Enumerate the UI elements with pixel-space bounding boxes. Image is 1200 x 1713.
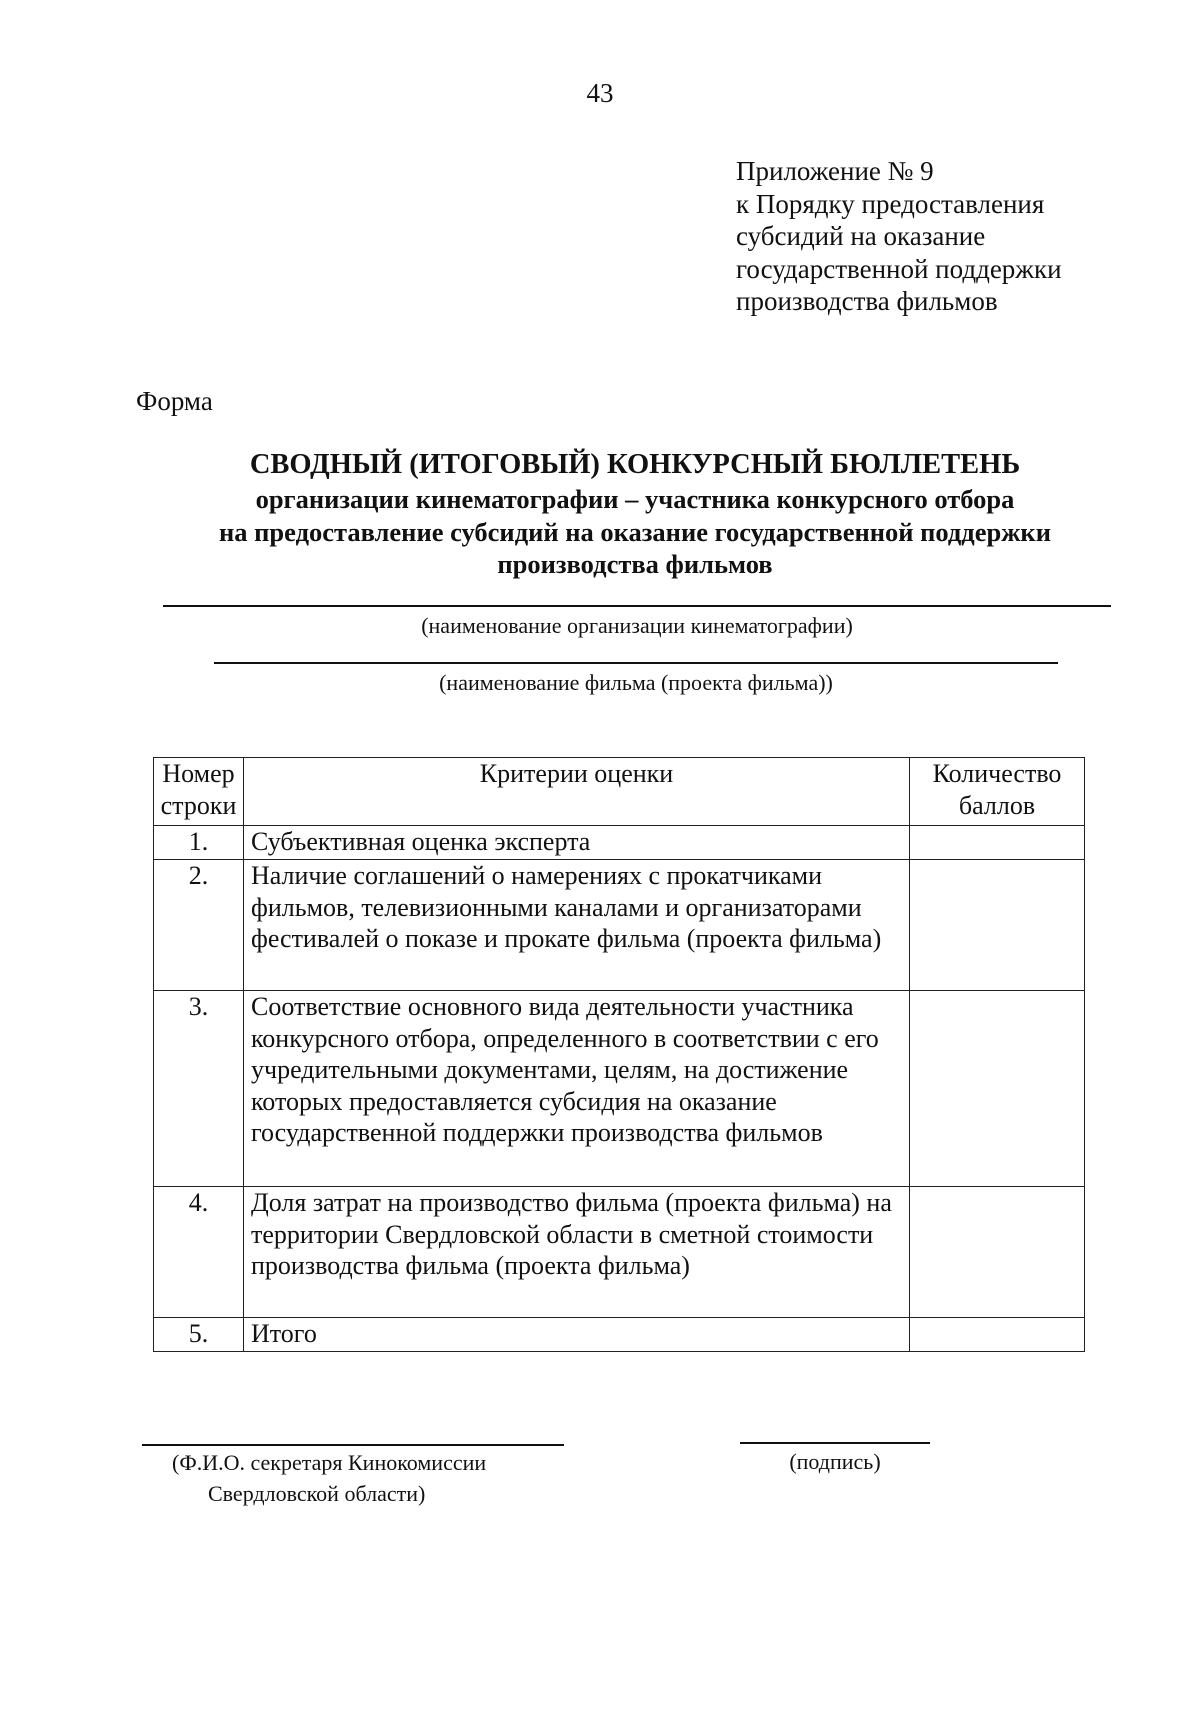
document-title — [0, 447, 1200, 581]
row-points-cell[interactable] — [910, 1187, 1085, 1318]
row-criterion: Субъективная оценка эксперта — [244, 826, 910, 860]
row-number: 1. — [154, 826, 244, 860]
title-line: производства фильмов — [497, 549, 773, 579]
organization-name-line[interactable] — [163, 605, 1111, 607]
appendix-line: государственной поддержки — [736, 253, 1062, 284]
signature-caption: (подпись) — [789, 1449, 881, 1474]
secretary-caption-line: Свердловской области) — [208, 1481, 426, 1506]
table-row — [154, 991, 1085, 1187]
film-name-caption: (наименование фильма (проекта фильма)) — [439, 670, 833, 695]
appendix-line: субсидий на оказание — [736, 221, 986, 251]
row-points-cell[interactable] — [910, 1318, 1085, 1352]
film-name-line[interactable] — [214, 662, 1058, 664]
row-points-cell[interactable] — [910, 991, 1085, 1187]
row-number: 4. — [154, 1187, 244, 1318]
table-row — [154, 860, 1085, 991]
form-label: Форма — [136, 386, 213, 416]
title-main: СВОДНЫЙ (ИТОГОВЫЙ) КОНКУРСНЫЙ БЮЛЛЕТЕНЬ — [249, 449, 1021, 480]
table-row — [154, 1187, 1085, 1318]
row-criterion: Наличие соглашений о намерениях с прокатчиками фильмов, телевизионными каналами и организаторами фестивалей о показе и прокате фильма (проекта фильма) — [244, 860, 910, 991]
page-number: 43 — [586, 78, 614, 108]
row-criterion: Доля затрат на производство фильма (проекта фильма) на территории Свердловской области в сметной стоимости производства фильма (проекта фильма) — [244, 1187, 910, 1318]
secretary-name-line[interactable] — [142, 1444, 564, 1446]
appendix-line: к Порядку предоставления — [736, 188, 1045, 219]
row-points-cell[interactable] — [910, 860, 1085, 991]
appendix-note — [736, 155, 1062, 318]
header-number — [154, 758, 244, 826]
header-points: Количество баллов — [910, 758, 1085, 826]
signature-line[interactable] — [740, 1442, 930, 1444]
title-line: на предоставление субсидий на оказание государственной поддержки — [219, 516, 1051, 547]
appendix-line: производства фильмов — [736, 286, 998, 316]
row-number: 5. — [154, 1318, 244, 1352]
organization-name-caption: (наименование организации кинематографии) — [421, 613, 853, 638]
row-number: 2. — [154, 860, 244, 991]
row-points-cell[interactable] — [910, 826, 1085, 860]
criteria-table — [153, 757, 1085, 1352]
secretary-caption — [172, 1447, 486, 1509]
row-number: 3. — [154, 991, 244, 1187]
appendix-line: Приложение № 9 — [736, 156, 934, 186]
header-number-text: Номер строки — [160, 759, 237, 820]
table-row — [154, 1318, 1085, 1352]
secretary-caption-line: (Ф.И.О. секретаря Кинокомиссии — [172, 1450, 487, 1475]
row-criterion: Соответствие основного вида деятельности участника конкурсного отбора, определенного в соответствии с его учредительными документами, целям, на достижение которых предоставляется субсидия на оказание государственной поддержки производства фильмов — [244, 991, 910, 1187]
table-row — [154, 826, 1085, 860]
row-criterion: Итого — [244, 1318, 910, 1352]
title-line: организации кинематографии – участника конкурсного отбора — [255, 484, 1015, 514]
table-header-row — [154, 758, 1085, 826]
header-criteria: Критерии оценки — [244, 758, 910, 826]
